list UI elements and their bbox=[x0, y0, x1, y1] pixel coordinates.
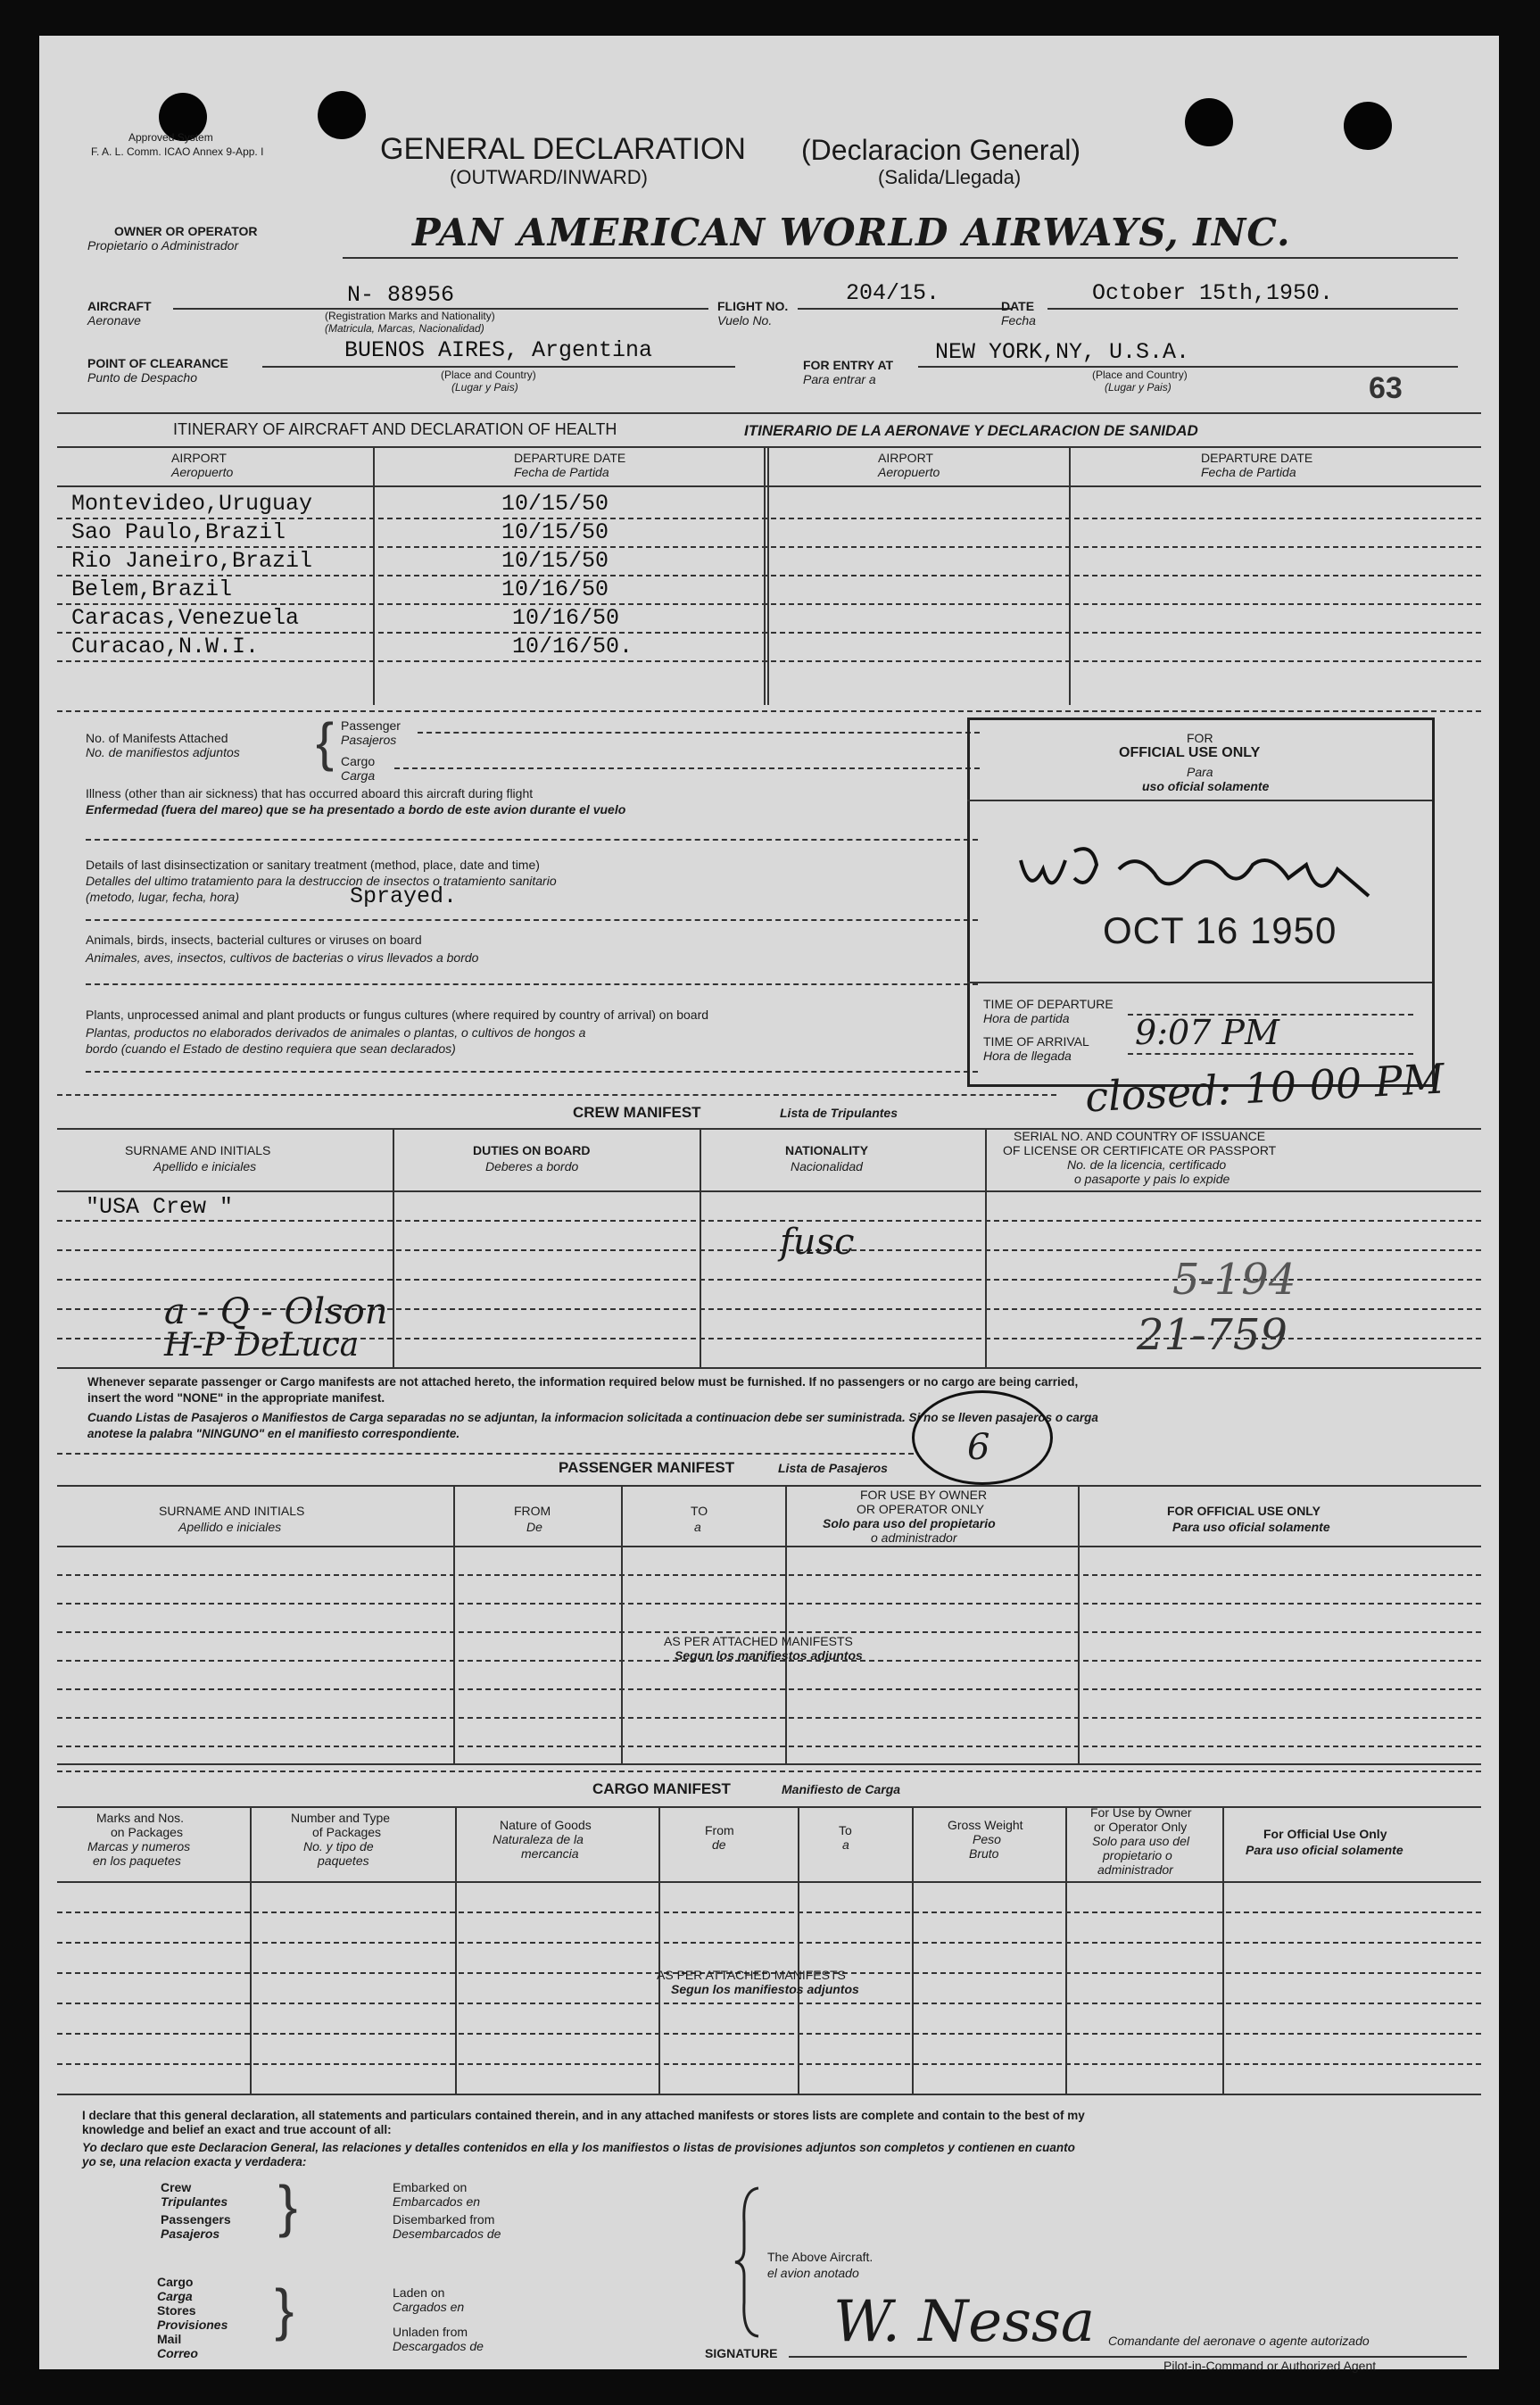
instruction-es-2: anotese la palabra "NINGUNO" en el manifiesto correspondiente. bbox=[87, 1427, 460, 1440]
crew-col-duties: DUTIES ON BOARD bbox=[473, 1143, 591, 1157]
flight-value: 204/15. bbox=[846, 280, 940, 306]
pax-col-to-es: a bbox=[694, 1520, 701, 1534]
decl-crew: Crew bbox=[161, 2180, 192, 2194]
passenger-title: PASSENGER MANIFEST bbox=[559, 1459, 735, 1476]
punch-hole bbox=[1344, 102, 1392, 150]
decl-passengers: Passengers bbox=[161, 2212, 231, 2227]
crew-col-serial-1: SERIAL NO. AND COUNTRY OF ISSUANCE bbox=[1014, 1129, 1266, 1143]
departure-time-label: TIME OF DEPARTURE bbox=[983, 997, 1114, 1011]
cargo-col2-a: Number and Type bbox=[291, 1811, 391, 1825]
pax-col-owner-2: OR OPERATOR ONLY bbox=[857, 1502, 985, 1516]
decl-embarked: Embarked on bbox=[393, 2180, 468, 2194]
animals-label: Animals, birds, insects, bacterial cultures or viruses on board bbox=[86, 933, 422, 947]
aircraft-label: AIRCRAFT bbox=[87, 299, 152, 313]
crew-serial-1: 5-194 bbox=[1172, 1255, 1296, 1305]
itinerary-airport: Montevideo,Uruguay bbox=[71, 491, 313, 517]
disinsect-label-es-1: Detalles del ultimo tratamiento para la destruccion de insectos o tratamiento sanitario bbox=[86, 874, 557, 888]
closed-note: closed: 10 00 PM bbox=[1083, 1054, 1446, 1122]
cargo-col7-b: or Operator Only bbox=[1094, 1820, 1188, 1834]
crew-col-serial-2: OF LICENSE OR CERTIFICATE OR PASSPORT bbox=[1003, 1143, 1277, 1157]
crew-nationality-note: fusc bbox=[780, 1222, 855, 1263]
date-label-es: Fecha bbox=[1001, 313, 1036, 328]
col-airport: AIRPORT bbox=[171, 451, 227, 465]
itinerary-date: 10/16/50 bbox=[512, 605, 620, 631]
cargo-title-es: Manifiesto de Carga bbox=[782, 1782, 901, 1796]
crew-col-surname-es: Apellido e iniciales bbox=[153, 1159, 257, 1173]
itinerary-airport: Rio Janeiro,Brazil bbox=[71, 548, 313, 574]
entry-value: NEW YORK,NY, U.S.A. bbox=[935, 339, 1190, 365]
crew-col-nationality-es: Nacionalidad bbox=[791, 1159, 863, 1173]
plants-label-es-2: bordo (cuando el Estado de destino requiera que sean declarados) bbox=[86, 1041, 456, 1056]
cargo-attached-es: Segun los manifiestos adjuntos bbox=[671, 1982, 859, 1996]
col-airport-es: Aeropuerto bbox=[171, 465, 234, 479]
cargo-col1-c: Marcas y numeros bbox=[87, 1839, 191, 1854]
cargo-col2-c: No. y tipo de bbox=[303, 1839, 374, 1854]
decl-cargo-es: Carga bbox=[157, 2289, 193, 2303]
punch-hole bbox=[318, 91, 366, 139]
cargo-col1-a: Marks and Nos. bbox=[96, 1811, 185, 1825]
decl-laden-es: Cargados en bbox=[393, 2300, 465, 2314]
cargo-col7-d: propietario o bbox=[1103, 1848, 1172, 1862]
cargo-col2-d: paquetes bbox=[318, 1854, 369, 1868]
departure-time-label-es: Hora de partida bbox=[983, 1011, 1070, 1025]
decl-mail-es: Correo bbox=[157, 2346, 198, 2360]
decl-embarked-es: Embarcados en bbox=[393, 2194, 481, 2209]
pax-col-to: TO bbox=[691, 1504, 708, 1518]
official-for: FOR bbox=[1187, 731, 1213, 745]
crew-handwriting-2: H-P DeLuca bbox=[164, 1327, 360, 1364]
entry-label: FOR ENTRY AT bbox=[803, 358, 894, 372]
cargo-col7-e: administrador bbox=[1097, 1862, 1173, 1877]
crew-title-es: Lista de Tripulantes bbox=[780, 1106, 898, 1120]
decl-disembarked: Disembarked from bbox=[393, 2212, 495, 2227]
decl-unladen: Unladen from bbox=[393, 2325, 468, 2339]
disinsect-label: Details of last disinsectization or sanitary treatment (method, place, date and time) bbox=[86, 858, 540, 872]
owner-label-es: Propietario o Administrador bbox=[87, 238, 239, 253]
cargo-col4-a: From bbox=[705, 1823, 734, 1837]
cargo-title: CARGO MANIFEST bbox=[592, 1780, 731, 1797]
pax-col-official-es: Para uso oficial solamente bbox=[1172, 1520, 1330, 1534]
date-label: DATE bbox=[1001, 299, 1035, 313]
cargo-col6-c: Bruto bbox=[969, 1846, 999, 1861]
official-signature bbox=[1012, 825, 1387, 914]
instruction-es-1: Cuando Listas de Pasajeros o Manifiestos de Carga separadas no se adjuntan, la informacion solicitada a continuacion debe ser suministrada. Si no se lleven pasajeros o carga bbox=[87, 1411, 1098, 1424]
passenger-label: Passenger bbox=[341, 718, 401, 733]
cargo-attached: AS PER ATTACHED MANIFESTS bbox=[657, 1968, 846, 1982]
clearance-value: BUENOS AIRES, Argentina bbox=[344, 337, 653, 363]
pilot-signature: W. Nessa bbox=[833, 2289, 1095, 2355]
arrival-time-label-es: Hora de llegada bbox=[983, 1049, 1072, 1063]
approved-line-1: Approved System bbox=[128, 131, 213, 144]
pax-col-from: FROM bbox=[514, 1504, 551, 1518]
form-title-es: (Declaracion General) bbox=[801, 134, 1081, 166]
itinerary-date: 10/16/50. bbox=[512, 634, 633, 659]
itinerary-date: 10/15/50 bbox=[501, 519, 609, 545]
crew-serial-2: 21-759 bbox=[1137, 1310, 1287, 1360]
itinerary-airport: Curacao,N.W.I. bbox=[71, 634, 260, 659]
crew-col-serial-es-2: o pasaporte y pais lo expide bbox=[1074, 1172, 1230, 1186]
flight-label-es: Vuelo No. bbox=[717, 313, 773, 328]
itinerary-airport: Belem,Brazil bbox=[71, 576, 233, 602]
aircraft-label-es: Aeronave bbox=[87, 313, 141, 328]
page-number: 63 bbox=[1369, 371, 1403, 405]
decl-laden: Laden on bbox=[393, 2285, 445, 2300]
punch-hole bbox=[1185, 98, 1233, 146]
cargo-col6-b: Peso bbox=[973, 1832, 1001, 1846]
cargo-col1-b: on Packages bbox=[111, 1825, 183, 1839]
decl-crew-es: Tripulantes bbox=[161, 2194, 228, 2209]
instruction-en-1: Whenever separate passenger or Cargo manifests are not attached hereto, the information required below must be furnished. If no passengers or no cargo are being carried, bbox=[87, 1375, 1079, 1389]
itinerary-airport: Sao Paulo,Brazil bbox=[71, 519, 286, 545]
crew-row-1: "USA Crew " bbox=[86, 1194, 234, 1220]
declaration-form-sheet: Approved System F. A. L. Comm. ICAO Annex 9-App. I GENERAL DECLARATION (OUTWARD/INWARD) (Declaracion General) (Salida/Llegada) OWNER OR OPERATOR Propietario o Administrador PAN AMERICAN WORLD AIRWAYS, INC. AIRCRAFT Aeronave N- 88956 (Registration Marks and Nationality) (Matricula, Marcas, Nacionalidad) FLIGHT NO. Vuelo No. 204/15. DATE Fecha October 15th,1950. POINT OF CLEARANCE Punto de Despacho BUENOS AIRES, Argentina (Place and Country) (Lugar y Pais) FOR ENTRY AT Para entrar a NEW YORK,NY, U.S.A. (Place and Country) (Lugar y Pais) 63 ITINERARY OF AIRCRAFT AND DECLARATION OF HEALTH ITINERARIO DE LA AERONAVE Y DECLARACION DE SANIDAD AIRPORT Aeropuerto DEPARTURE DATE Fecha de Partida AIRPORT Aeropuerto DEPARTURE DATE Fecha de Partida Montevideo,Uruguay 10/15/50 Sao Paulo,Brazil 10/15/50 Rio Janeiro,Brazil 10/15/50 Belem,Brazil 10/16/50 Caracas,Venezuela 10/16/50 Curacao,N.W.I. 10/16/50. No. of Manifests Attached No. de manifiestos adjuntos { Passenger Pasajeros Cargo Carga Illness (other than air sickness) that has occurred aboard this aircraft during flight Enfermedad (fuera del mareo) que se ha presentado a bordo de este avion durante el vuelo Details of last disinsectization or sanitary treatment (method, place, date and time) Detalles del ultimo tratamiento para la destruccion de insectos o tratamiento sanitario (metodo, lugar, fecha, hora) Sprayed. Animals, birds, insects, bacterial cultures or viruses on board Animales, aves, insectos, cultivos de bacterias o virus llevados a bordo Plants, unprocessed animal and plant products or fungus cultures (where required by country of arrival) on board Plantas, productos no elaborados derivados de animales o plantas, o cultivos de hongos a bordo (cuando el Estado de destino requiera que sean declarados) FOR OFFICIAL USE ONLY Para uso oficial solamente OCT 16 1950 TIME OF DEPARTURE Hora de partida TIME OF ARRIVAL Hora de llegada 9:07 PM closed: 10 00 PM CREW MANIFEST Lista de Tripulantes SURNAME AND INITIALS Apellido e iniciales DUTIES ON BOARD Deberes a bordo NATIONALITY Nacionalidad SERIAL NO. AND COUNTRY OF ISSUANCE OF LICENSE OR CERTIFICATE OR PASSPORT No. de la licencia, certificado o pasaporte y pais lo expide "USA Crew " fusc 5-194 21-759 a - Q - Olson H-P DeLuca Whenever separate passenger or Cargo manifests are not attached hereto, the information required below must be furnished. If no passengers or no cargo are being carried, insert the word "NONE" in the appropriate manifest. Cuando Listas de Pasajeros o Manifiestos de Carga separadas no se adjuntan, la informacion solicitada a continuacion debe ser suministrada. Si no se lleven pasajeros o carga anotese la palabra "NINGUNO" en el manifiesto correspondiente. 6 PASSENGER MANIFEST Lista de Pasajeros SURNAME AND INITIALS Apellido e iniciales FROM De TO a FOR USE BY OWNER OR OPERATOR ONLY Solo para uso del propietario o administrador FOR OFFICIAL USE ONLY Para uso oficial solamente AS PER ATTACHED MANIFESTS Segun los manifiestos adjuntos CARGO MANIFEST Manifiesto de Carga Marks and Nos. on Packages Marcas y numeros en los paquetes Number and Type of Packages No. y tipo de paquetes Nature of Goods Naturaleza de la mercancia From de To a Gross Weight Peso Bruto For Use by Owner or Operator Only Solo para uso del propietario o administrador For Official Use Only Para uso oficial solamente AS PER ATTACHED MANIFESTS Segun los manifiestos adjuntos I declare that this general declaration, all statements and particulars contained therein, and in any attached manifests or stores lists are complete and contain to the best of my knowledge and belief an exact and true account of all: Yo declaro que este Declaracion General, las relaciones y detalles contenidos en ella y los manifiestos o listas de provisiones adjuntos son completos y contienen en cuanto yo se, una relacion exacta y verdadera: Crew Tripulantes Passengers Pasajeros } Embarked on Embarcados en Disembarked from Desembarcados de Cargo Carga Stores Provisiones Mail Correo } Laden on Cargados en Unladen from Descargados de The Above Aircraft. el avion anotado W. Nessa SIGNATURE Comandante del aeronave o agente autorizado Pilot-in-Command or Authorized Agent bbox=[39, 36, 1499, 2369]
decl-large-brace bbox=[732, 2186, 767, 2338]
official-para: Para bbox=[1187, 765, 1213, 779]
crew-handwriting-1: a - Q - Olson bbox=[164, 1291, 388, 1332]
decl-disembarked-es: Desembarcados de bbox=[393, 2227, 501, 2241]
official-title: OFFICIAL USE ONLY bbox=[1119, 745, 1261, 760]
crew-col-duties-es: Deberes a bordo bbox=[485, 1159, 579, 1173]
decl-unladen-es: Descargados de bbox=[393, 2339, 484, 2353]
entry-sub-2: (Lugar y Pais) bbox=[1105, 381, 1172, 394]
declaration-en-1: I declare that this general declaration, all statements and particulars contained therein, and in any attached manifests or stores lists are complete and contain to the best of my bbox=[82, 2109, 1085, 2122]
stamp-date: OCT 16 1950 bbox=[1103, 909, 1337, 951]
cargo-col6-a: Gross Weight bbox=[948, 1818, 1023, 1832]
operator-name: PAN AMERICAN WORLD AIRWAYS, INC. bbox=[412, 211, 1291, 254]
cargo-col2-b: of Packages bbox=[312, 1825, 382, 1839]
crew-title: CREW MANIFEST bbox=[573, 1104, 701, 1121]
col-departure-2-es: Fecha de Partida bbox=[1201, 465, 1296, 479]
entry-label-es: Para entrar a bbox=[803, 372, 876, 386]
pax-col-owner-1: FOR USE BY OWNER bbox=[860, 1488, 988, 1502]
itinerary-title-es: ITINERARIO DE LA AERONAVE Y DECLARACION DE SANIDAD bbox=[744, 422, 1198, 439]
cargo-col5-a: To bbox=[839, 1823, 852, 1837]
crew-col-surname: SURNAME AND INITIALS bbox=[125, 1143, 271, 1157]
itinerary-date: 10/15/50 bbox=[501, 548, 609, 574]
cargo-col1-d: en los paquetes bbox=[93, 1854, 181, 1868]
pax-attached: AS PER ATTACHED MANIFESTS bbox=[664, 1634, 853, 1648]
decl-stores-es: Provisiones bbox=[157, 2318, 228, 2332]
arrival-time-label: TIME OF ARRIVAL bbox=[983, 1034, 1089, 1049]
pax-col-owner-es-1: Solo para uso del propietario bbox=[823, 1516, 996, 1530]
col-airport-2: AIRPORT bbox=[878, 451, 933, 465]
col-airport-2-es: Aeropuerto bbox=[878, 465, 940, 479]
owner-label: OWNER OR OPERATOR bbox=[114, 224, 258, 238]
col-departure-es: Fecha de Partida bbox=[514, 465, 609, 479]
declaration-en-2: knowledge and belief an exact and true account of all: bbox=[82, 2123, 392, 2136]
clearance-sub-1: (Place and Country) bbox=[441, 369, 536, 381]
cargo-col3-c: mercancia bbox=[521, 1846, 579, 1861]
manifests-label-es: No. de manifiestos adjuntos bbox=[86, 745, 240, 759]
form-subtitle-es: (Salida/Llegada) bbox=[878, 166, 1022, 188]
instruction-en-2: insert the word "NONE" in the appropriate manifest. bbox=[87, 1391, 385, 1405]
approved-line-2: F. A. L. Comm. ICAO Annex 9-App. I bbox=[91, 145, 264, 158]
declaration-es-1: Yo declaro que este Declaracion General, las relaciones y detalles contenidos en ella y los manifiestos o listas de provisiones adjuntos son completos y contienen en cuanto bbox=[82, 2141, 1075, 2154]
form-subtitle: (OUTWARD/INWARD) bbox=[450, 166, 648, 188]
itinerary-date: 10/15/50 bbox=[501, 491, 609, 517]
crew-col-serial-es-1: No. de la licencia, certificado bbox=[1067, 1157, 1227, 1172]
pax-col-from-es: De bbox=[526, 1520, 542, 1534]
form-title: GENERAL DECLARATION bbox=[380, 132, 746, 166]
cargo-col8-a: For Official Use Only bbox=[1263, 1827, 1387, 1841]
pax-col-owner-es-2: o administrador bbox=[871, 1530, 957, 1545]
entry-sub-1: (Place and Country) bbox=[1092, 369, 1188, 381]
crew-col-nationality: NATIONALITY bbox=[785, 1143, 869, 1157]
flight-label: FLIGHT NO. bbox=[717, 299, 789, 313]
passenger-label-es: Pasajeros bbox=[341, 733, 397, 747]
cargo-col7-c: Solo para uso del bbox=[1092, 1834, 1189, 1848]
signature-label: SIGNATURE bbox=[705, 2346, 778, 2360]
commander-label-es: Comandante del aeronave o agente autorizado bbox=[1108, 2334, 1370, 2348]
declaration-es-2: yo se, una relacion exacta y verdadera: bbox=[82, 2155, 307, 2169]
plants-label: Plants, unprocessed animal and plant products or fungus cultures (where required by country of arrival) on board bbox=[86, 1008, 709, 1022]
manifests-label: No. of Manifests Attached bbox=[86, 731, 228, 745]
passenger-title-es: Lista de Pasajeros bbox=[778, 1461, 888, 1475]
cargo-col5-b: a bbox=[842, 1837, 849, 1852]
cargo-label: Cargo bbox=[341, 754, 376, 768]
decl-above-aircraft: The Above Aircraft. bbox=[767, 2250, 873, 2264]
clearance-sub-2: (Lugar y Pais) bbox=[451, 381, 518, 394]
decl-cargo: Cargo bbox=[157, 2275, 194, 2289]
pax-col-official: FOR OFFICIAL USE ONLY bbox=[1167, 1504, 1321, 1518]
pax-col-surname: SURNAME AND INITIALS bbox=[159, 1504, 305, 1518]
aircraft-sub-2: (Matricula, Marcas, Nacionalidad) bbox=[325, 322, 484, 335]
clearance-label: POINT OF CLEARANCE bbox=[87, 356, 228, 370]
itinerary-airport: Caracas,Venezuela bbox=[71, 605, 300, 631]
cargo-label-es: Carga bbox=[341, 768, 376, 783]
arrival-time-value: 9:07 PM bbox=[1135, 1013, 1279, 1052]
cargo-col3-a: Nature of Goods bbox=[500, 1818, 592, 1832]
pax-attached-es: Segun los manifiestos adjuntos bbox=[675, 1648, 863, 1663]
illness-label: Illness (other than air sickness) that has occurred aboard this aircraft during flight bbox=[86, 786, 534, 800]
cargo-col4-b: de bbox=[712, 1837, 726, 1852]
animals-label-es: Animales, aves, insectos, cultivos de bacterias o virus llevados a bordo bbox=[86, 950, 479, 965]
plants-label-es-1: Plantas, productos no elaborados derivados de animales o plantas, o cultivos de hongos a bbox=[86, 1025, 586, 1040]
cargo-col8-b: Para uso oficial solamente bbox=[1246, 1843, 1403, 1857]
decl-mail: Mail bbox=[157, 2332, 182, 2346]
decl-above-aircraft-es: el avion anotado bbox=[767, 2266, 859, 2280]
col-departure: DEPARTURE DATE bbox=[514, 451, 626, 465]
decl-passengers-es: Pasajeros bbox=[161, 2227, 220, 2241]
pax-col-surname-es: Apellido e iniciales bbox=[178, 1520, 282, 1534]
itinerary-title: ITINERARY OF AIRCRAFT AND DECLARATION OF HEALTH bbox=[173, 420, 617, 438]
cargo-col3-b: Naturaleza de la bbox=[493, 1832, 584, 1846]
clearance-label-es: Punto de Despacho bbox=[87, 370, 197, 385]
circle-number: 6 bbox=[967, 1427, 990, 1468]
disinsect-label-es-2: (metodo, lugar, fecha, hora) bbox=[86, 890, 239, 904]
col-departure-2: DEPARTURE DATE bbox=[1201, 451, 1313, 465]
decl-stores: Stores bbox=[157, 2303, 196, 2318]
date-value: October 15th,1950. bbox=[1092, 280, 1334, 306]
cargo-col7-a: For Use by Owner bbox=[1090, 1805, 1192, 1820]
official-para-2: uso oficial solamente bbox=[1142, 779, 1270, 793]
commander-label: Pilot-in-Command or Authorized Agent bbox=[1163, 2359, 1377, 2373]
disinsect-value: Sprayed. bbox=[350, 883, 458, 909]
aircraft-value: N- 88956 bbox=[347, 282, 455, 308]
itinerary-date: 10/16/50 bbox=[501, 576, 609, 602]
illness-label-es: Enfermedad (fuera del mareo) que se ha presentado a bordo de este avion durante el vuelo bbox=[86, 802, 626, 817]
aircraft-sub-1: (Registration Marks and Nationality) bbox=[325, 310, 495, 322]
